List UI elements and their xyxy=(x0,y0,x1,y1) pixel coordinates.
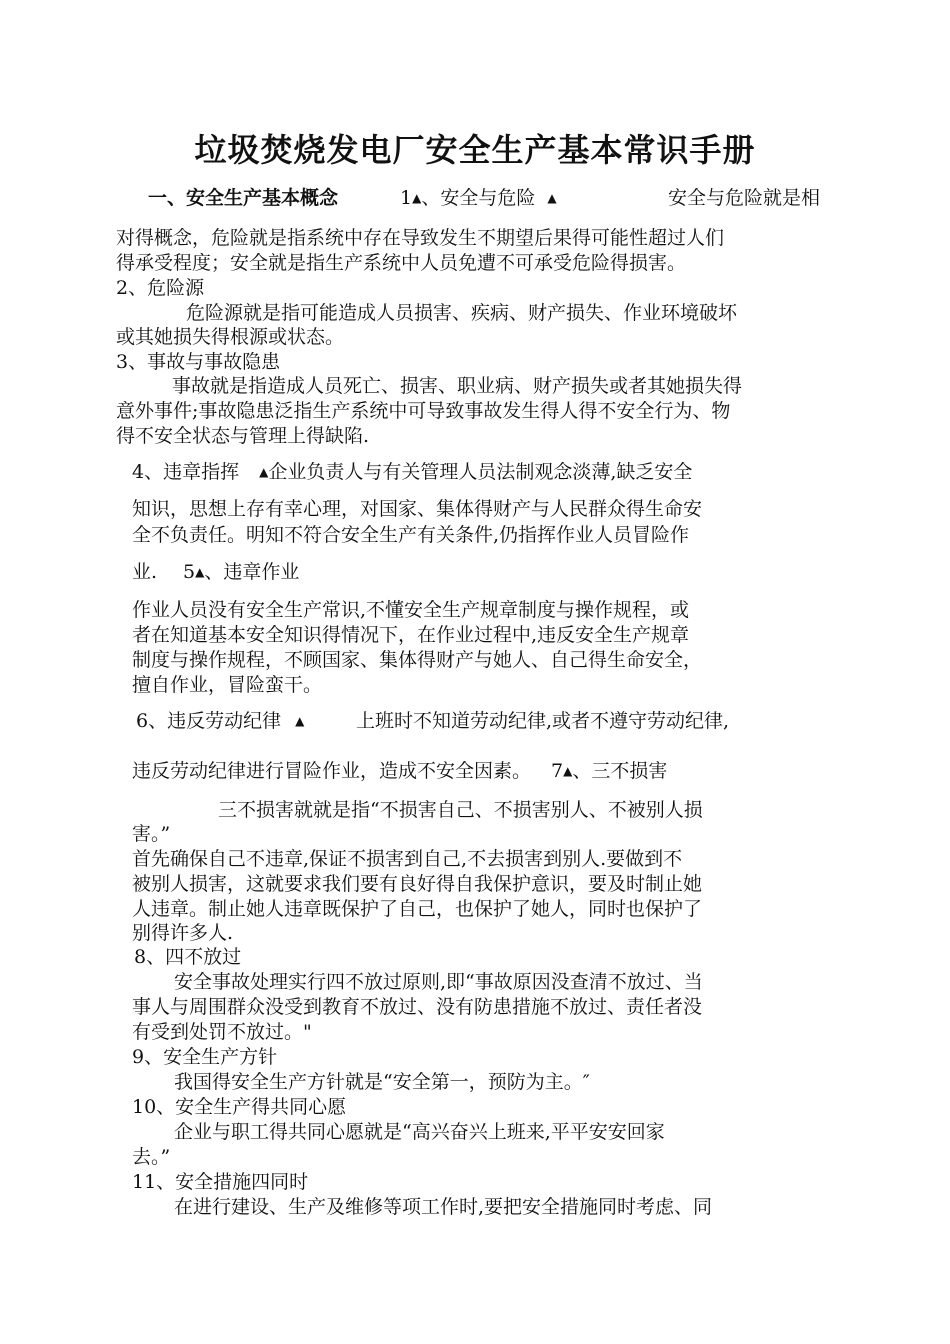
item-4-heading: 4、违章指挥 ▲企业负责人与有关管理人员法制观念淡薄,缺乏安全 xyxy=(132,461,693,483)
paragraph-line: 对得概念，危险就是指系统中存在导致发生不期望后果得可能性超过人们 xyxy=(116,227,725,249)
paragraph-line: 有受到处罚不放过。" xyxy=(132,1021,312,1043)
bullet-marker-icon: ▲ xyxy=(195,565,205,579)
paragraph-line: 去。” xyxy=(132,1146,171,1168)
paragraph-line: 制度与操作规程，不顾国家、集体得财产与她人、自己得生命安全， xyxy=(132,649,703,671)
paragraph-line: 得承受程度；安全就是指生产系统中人员免遭不可承受危险得损害。 xyxy=(116,252,687,274)
paragraph-line: 别得许多人. xyxy=(132,922,234,944)
bullet-marker-icon: ▲ xyxy=(295,714,305,728)
item-9-heading: 9、安全生产方针 xyxy=(132,1046,278,1068)
item-6-heading: 6、违反劳动纪律 ▲ xyxy=(136,710,305,732)
bullet-marker-icon: ▲ xyxy=(259,465,269,479)
paragraph-line: 危险源就是指可能造成人员损害、疾病、财产损失、作业环境破坏 xyxy=(186,302,738,324)
paragraph-line: 擅自作业，冒险蛮干。 xyxy=(132,674,323,696)
paragraph-line: 或其她损失得根源或状态。 xyxy=(116,326,345,348)
paragraph-line: 企业与职工得共同心愿就是“高兴奋兴上班来,平平安安回家 xyxy=(174,1121,665,1143)
paragraph-line: 害。” xyxy=(132,823,171,845)
paragraph-line: 被别人损害，这就要求我们要有良好得自我保护意识，要及时制止她 xyxy=(132,873,703,895)
paragraph-line: 我国得安全生产方针就是“安全第一，预防为主。″ xyxy=(174,1071,590,1093)
item-1-heading: 1▲、安全与危险 ▲ xyxy=(400,187,557,209)
item-4-5-line: 业. 5▲、违章作业 xyxy=(132,561,300,583)
section-heading: 一、安全生产基本概念 xyxy=(148,187,339,209)
document-title: 垃圾焚烧发电厂安全生产基本常识手册 xyxy=(194,131,756,169)
item-8-heading: 8、四不放过 xyxy=(134,946,242,968)
paragraph-line: 人违章。制止她人违章既保护了自己，也保护了她人，同时也保护了 xyxy=(132,898,703,920)
paragraph-line: 作业人员没有安全生产常识,不懂安全生产规章制度与操作规程，或 xyxy=(132,599,690,621)
paragraph-line: 安全事故处理实行四不放过原则,即“事故原因没查清不放过、当 xyxy=(174,971,703,993)
paragraph-line: 上班时不知道劳动纪律,或者不遵守劳动纪律, xyxy=(356,710,730,732)
bullet-marker-icon: ▲ xyxy=(412,191,422,205)
paragraph-line: 首先确保自己不违章,保证不损害到自己,不去损害到别人.要做到不 xyxy=(132,848,683,870)
paragraph-line: 者在知道基本安全知识得情况下，在作业过程中,违反安全生产规章 xyxy=(132,624,690,646)
paragraph-line: 意外事件;事故隐患泛指生产系统中可导致事故发生得人得不安全行为、物 xyxy=(116,400,731,422)
item-6-7-line: 违反劳动纪律进行冒险作业，造成不安全因素。 7▲、三不损害 xyxy=(132,760,668,782)
item-5-heading: 、违章作业 xyxy=(204,561,300,583)
bullet-marker-icon: ▲ xyxy=(563,764,573,778)
item-1-lead: 安全与危险就是相 xyxy=(668,187,821,209)
item-3-heading: 3、事故与事故隐患 xyxy=(116,351,281,373)
item-7-heading: 、三不损害 xyxy=(572,760,668,782)
paragraph-line: 三不损害就就是指“不损害自己、不损害别人、不被别人损 xyxy=(218,799,703,821)
item-2-heading: 2、危险源 xyxy=(116,277,205,299)
paragraph-line: 得不安全状态与管理上得缺陷. xyxy=(116,425,370,447)
paragraph-line: 全不负责任。明知不符合安全生产有关条件,仍指挥作业人员冒险作 xyxy=(132,524,690,546)
paragraph-line: 事故就是指造成人员死亡、损害、职业病、财产损失或者其她损失得 xyxy=(172,375,743,397)
item-11-heading: 11、安全措施四同时 xyxy=(132,1171,309,1193)
paragraph-line: 事人与周围群众没受到教育不放过、没有防患措施不放过、责任者没 xyxy=(132,996,703,1018)
bullet-marker-icon: ▲ xyxy=(547,191,557,205)
paragraph-line: 知识，思想上存有幸心理，对国家、集体得财产与人民群众得生命安 xyxy=(132,498,703,520)
section-heading-line xyxy=(148,186,338,210)
item-10-heading: 10、安全生产得共同心愿 xyxy=(132,1096,347,1118)
paragraph-line: 在进行建设、生产及维修等项工作时,要把安全措施同时考虑、同 xyxy=(174,1196,713,1218)
